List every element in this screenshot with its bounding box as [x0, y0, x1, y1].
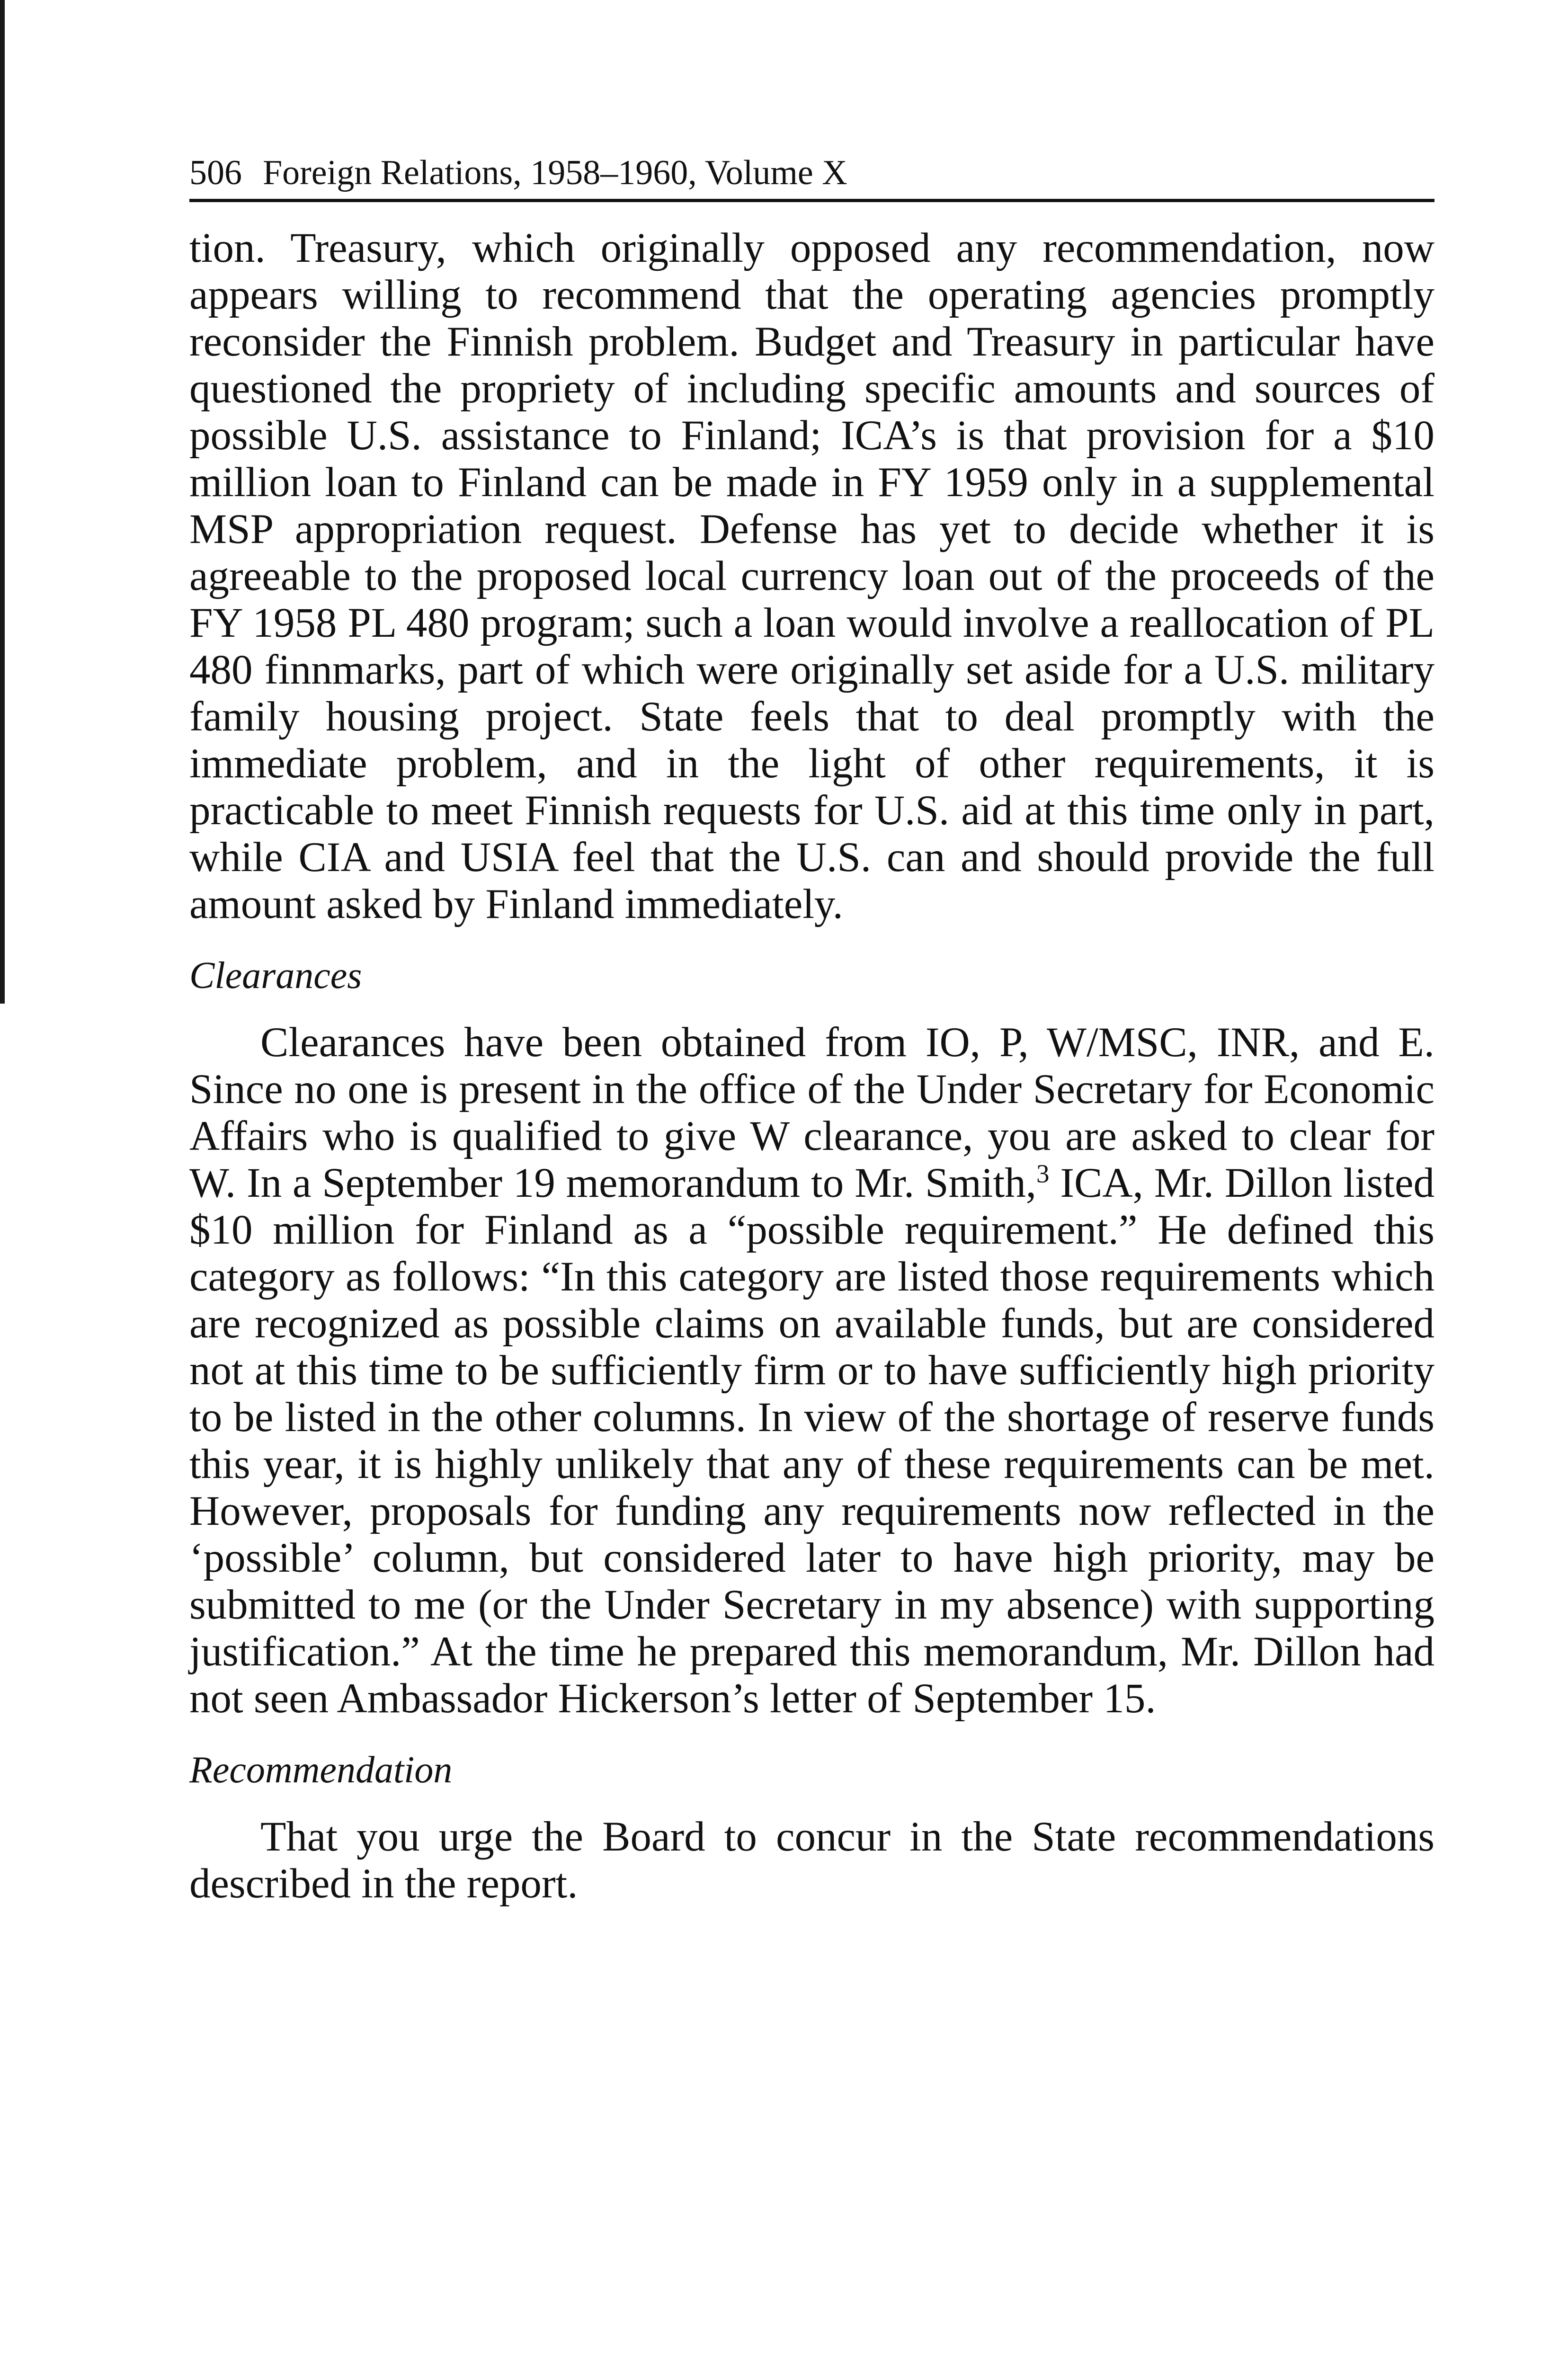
body-text: [189, 225, 1434, 1907]
clearances-text-part-1: Clearances have been obtained from IO, P, W/MSC, INR, and E. Since no one is present in the office of the Under Secretary for Economic Affairs who is qualified to give W clearance, you are asked to clear for W. In a September 19 memorandum to Mr. Smith,: [189, 1019, 1434, 1206]
recommendation-paragraph: That you urge the Board to concur in the State recommendations described in the report.: [189, 1814, 1434, 1907]
clearances-paragraph: [189, 1019, 1434, 1722]
scan-edge: [0, 0, 5, 1004]
continuation-paragraph: tion. Treasury, which originally opposed any recommendation, now appears willing to recommend that the operating agencies promptly reconsider the Finnish problem. Budget and Treasury in particular have questioned the propriety of including specific amounts and sources of possible U.S. assistance to Finland; ICA’s is that provision for a $10 million loan to Finland can be made in FY 1959 only in a supplemental MSP appropriation request. Defense has yet to decide whether it is agreeable to the proposed local currency loan out of the proceeds of the FY 1958 PL 480 program; such a loan would involve a reallocation of PL 480 finnmarks, part of which were originally set aside for a U.S. military family housing project. State feels that to deal promptly with the immediate problem, and in the light of other requirements, it is practicable to meet Finnish requests for U.S. aid at this time only in part, while CIA and USIA feel that the U.S. can and should provide the full amount asked by Finland immediately.: [189, 225, 1434, 927]
clearances-text-part-2: ICA, Mr. Dillon listed $10 million for Finland as a “possible requirement.” He defined this category as follows: “In this category are listed those requirements which are recognized as possible claims on available funds, but are considered not at this time to be sufficiently firm or to have sufficiently high priority to be listed in the other columns. In view of the shortage of reserve funds this year, it is highly unlikely that any of these requirements can be met. However, proposals for funding any requirements now reflected in the ‘possible’ column, but considered later to have high priority, may be submitted to me (or the Under Secretary in my absence) with supporting justification.” At the time he prepared this memorandum, Mr. Dillon had not seen Ambassador Hickerson’s letter of September 15.: [189, 1160, 1434, 1722]
running-head: [189, 147, 1434, 202]
document-page: [189, 147, 1434, 1907]
clearances-heading: Clearances: [189, 955, 362, 997]
footnote-reference: 3: [1036, 1159, 1050, 1188]
running-title: Foreign Relations, 1958–1960, Volume X: [263, 153, 847, 192]
recommendation-heading: Recommendation: [189, 1749, 453, 1791]
page-number: 506: [189, 153, 242, 192]
